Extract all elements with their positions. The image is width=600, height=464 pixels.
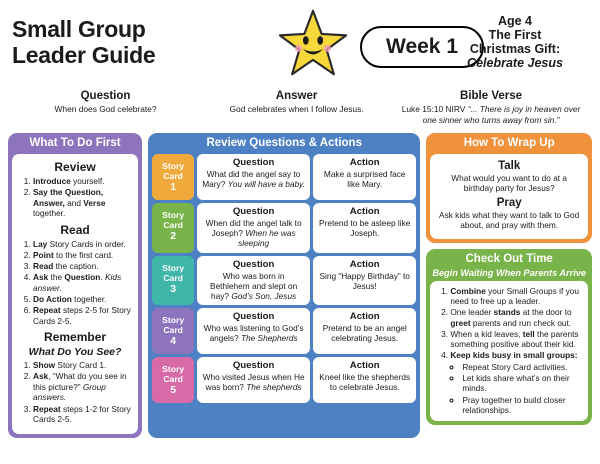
topic-line-3: Celebrate Jesus xyxy=(467,56,563,70)
story-card-label: Story Card 1 xyxy=(152,154,194,200)
verse-text xyxy=(398,104,584,125)
action-column-header: Action xyxy=(349,157,380,168)
action-column-header: Action xyxy=(349,206,380,217)
review-title: Review xyxy=(54,160,96,174)
bible-verse-block xyxy=(392,90,590,125)
read-title: Read xyxy=(60,222,90,237)
action-content: Pretend to be asleep like Joseph. xyxy=(319,218,411,239)
review-questions-table xyxy=(152,154,416,403)
how-to-wrap-up-panel xyxy=(426,133,592,243)
right-column xyxy=(426,133,592,438)
pray-text: Ask kids what they want to talk to God about, and pray with them. xyxy=(439,209,580,231)
answer-heading: Answer xyxy=(275,90,318,102)
read-steps xyxy=(18,239,132,326)
check-out-time-panel xyxy=(426,249,592,426)
remember-subtitle: What Do You See? xyxy=(28,346,122,359)
list-item: ◦ Let kids share what’s on their minds. xyxy=(462,373,582,394)
action-cell xyxy=(313,203,416,253)
table-row xyxy=(152,308,416,354)
story-card-number: 4 xyxy=(170,335,177,348)
question-column-header: Question xyxy=(232,157,275,168)
answer-block xyxy=(201,90,392,125)
list-item: ◦ Repeat Story Card activities. xyxy=(462,362,582,372)
list-item: 2. Say the Question, Answer, and Verse together. xyxy=(33,187,132,219)
check-out-bullets xyxy=(450,362,582,415)
talk-title: Talk xyxy=(498,160,521,172)
week-badge: Week 1 xyxy=(360,26,484,68)
question-content: Who visited Jesus when He was born? The shepherds xyxy=(202,372,305,393)
verse-heading: Bible Verse xyxy=(460,90,523,102)
question-cell xyxy=(197,357,310,403)
story-card-number: 1 xyxy=(170,181,177,193)
list-item: 3. Read the caption. xyxy=(33,261,132,272)
how-to-wrap-up-body xyxy=(430,154,588,239)
question-content: Who was listening to God’s angels? The Shepherds xyxy=(203,323,304,344)
action-cell xyxy=(313,357,416,403)
action-cell xyxy=(313,308,416,354)
action-column-header: Action xyxy=(349,360,380,372)
verse-reference: Luke 15:10 NIRV xyxy=(401,104,466,114)
question-heading: Question xyxy=(80,90,131,102)
action-content: Kneel like the shepherds to celebrate Jesus. xyxy=(319,372,411,393)
question-text: When does God celebrate? xyxy=(54,104,157,114)
story-card-number: 3 xyxy=(170,282,177,295)
list-item: 2. Point to the first card. xyxy=(33,250,132,261)
page-title xyxy=(12,16,232,68)
list-item: 4. Keep kids busy in small groups: ◦ Repeat Story Card activities. ◦ Let kids share what’s on their minds. ◦ Pray together to build closer relationships. xyxy=(450,350,582,415)
list-item: 1. Lay Story Cards in order. xyxy=(33,239,132,250)
question-cell xyxy=(197,308,310,354)
what-to-do-first-body xyxy=(12,154,138,434)
question-content: When did the angel talk to Joseph? When he was sleeping xyxy=(205,218,302,249)
check-out-steps xyxy=(436,286,582,416)
question-column-header: Question xyxy=(232,311,275,323)
age-label: Age 4 xyxy=(497,14,533,28)
question-column-header: Question xyxy=(232,360,275,372)
list-item: 3. When a kid leaves, tell the parents something positive about their kid. xyxy=(450,329,582,350)
question-cell xyxy=(197,154,310,200)
list-item: 1. Introduce yourself. xyxy=(33,176,132,187)
check-out-subtitle: Begin Waiting When Parents Arrive xyxy=(432,267,586,278)
list-item: 3. Repeat steps 1-2 for Story Cards 2-5. xyxy=(33,404,132,425)
check-out-time-header: Check Out Time xyxy=(465,252,553,265)
question-content: Who was born in Bethlehem and slept on hay? God’s Son, Jesus xyxy=(210,270,298,302)
question-block xyxy=(10,90,201,125)
what-to-do-first-panel xyxy=(8,133,142,438)
list-item: 1. Combine your Small Groups if you need to free up a leader. xyxy=(450,286,582,307)
remember-title: Remember xyxy=(44,330,107,345)
action-column-header: Action xyxy=(349,258,380,270)
story-card-number: 2 xyxy=(170,230,177,242)
list-item: 2. Ask, “What do you see in this picture?” Group answers. xyxy=(33,371,132,403)
list-item: 1. Show Story Card 1. xyxy=(33,360,132,371)
question-cell xyxy=(197,256,310,306)
how-to-wrap-up-header: How To Wrap Up xyxy=(463,137,555,149)
story-card-label: Story Card 2 xyxy=(152,203,194,253)
verse-quote: “... There is joy in heaven over one sinner who turns away from sin.” xyxy=(422,104,581,125)
story-card-label: Story Card 5 xyxy=(152,357,194,403)
smiling-star-icon xyxy=(276,8,350,80)
question-column-header: Question xyxy=(232,258,275,270)
table-row xyxy=(152,256,416,306)
table-row xyxy=(152,203,416,253)
list-item: ◦ Pray together to build closer relationships. xyxy=(462,395,582,416)
question-content: What did the angel say to Mary? You will have a baby. xyxy=(202,169,305,190)
list-item: 2. One leader stands at the door to greet parents and run check out. xyxy=(450,307,582,328)
list-item: 4. Ask the Question. Kids answer. xyxy=(33,272,132,293)
review-steps xyxy=(18,176,132,219)
action-content: Pretend to be an angel celebrating Jesus. xyxy=(322,323,407,344)
story-card-number: 5 xyxy=(170,384,177,397)
story-card-label: Story Card 3 xyxy=(152,256,194,306)
action-content: Sing “Happy Birthday” to Jesus! xyxy=(319,270,410,291)
table-row xyxy=(152,154,416,200)
topic-line-2: Christmas Gift: xyxy=(469,42,561,56)
what-to-do-first-header: What To Do First xyxy=(29,137,121,149)
question-column-header: Question xyxy=(232,206,275,217)
action-content: Make a surprised face like Mary. xyxy=(323,169,406,190)
action-cell xyxy=(313,154,416,200)
question-answer-verse-strip xyxy=(8,90,592,125)
action-column-header: Action xyxy=(349,311,380,323)
list-item: 5. Do Action together. xyxy=(33,294,132,305)
review-questions-header: Review Questions & Actions xyxy=(206,137,362,149)
title-line-2: Leader Guide xyxy=(12,42,156,68)
age-topic-block xyxy=(442,14,588,70)
story-card-label: Story Card 4 xyxy=(152,308,194,354)
list-item: 6. Repeat steps 2-5 for Story Cards 2-5. xyxy=(33,305,132,326)
action-cell xyxy=(313,256,416,306)
topic-line-1: The First xyxy=(488,28,542,42)
pray-title: Pray xyxy=(496,196,522,209)
table-row xyxy=(152,357,416,403)
answer-text: God celebrates when I follow Jesus. xyxy=(229,104,364,114)
talk-text: What would you want to do at a birthday party for Jesus? xyxy=(451,173,568,194)
check-out-time-body xyxy=(430,281,588,422)
main-columns xyxy=(8,133,592,438)
review-questions-panel xyxy=(148,133,420,438)
title-line-1: Small Group xyxy=(12,16,146,42)
remember-steps xyxy=(18,360,132,425)
page-header xyxy=(8,6,592,88)
question-cell xyxy=(197,203,310,253)
